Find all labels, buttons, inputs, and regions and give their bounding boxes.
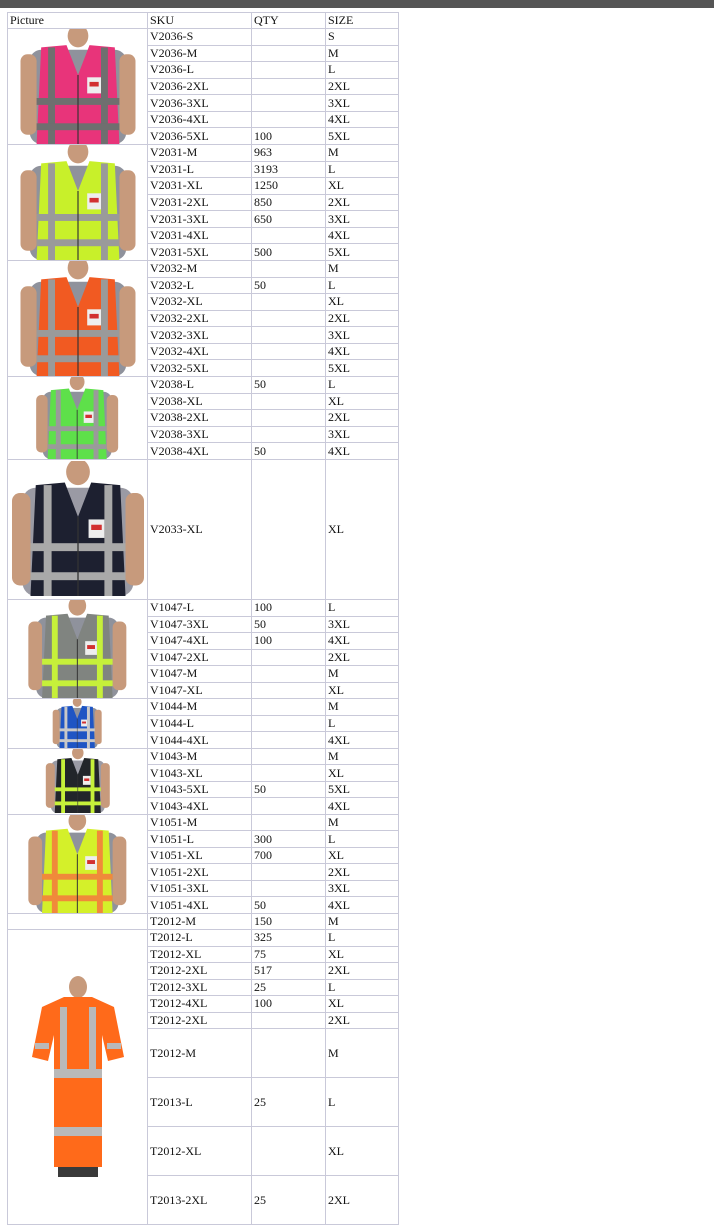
cell-sku: T2013-L: [148, 1078, 252, 1127]
cell-sku: V1047-M: [148, 666, 252, 683]
cell-qty: [252, 814, 326, 831]
product-picture-cell: [8, 699, 148, 749]
cell-qty: 50: [252, 443, 326, 460]
header-picture: Picture: [8, 13, 148, 29]
cell-sku: V2031-L: [148, 161, 252, 178]
cell-qty: [252, 78, 326, 95]
cell-sku: T2012-2XL: [148, 963, 252, 980]
cell-qty: [252, 880, 326, 897]
cell-qty: [252, 62, 326, 79]
cell-qty: 100: [252, 996, 326, 1013]
cell-qty: [252, 343, 326, 360]
cell-sku: T2013-2XL: [148, 1176, 252, 1225]
cell-qty: [252, 360, 326, 377]
inventory-table: [7, 12, 399, 1225]
cell-size: 4XL: [326, 111, 399, 128]
cell-size: 2XL: [326, 194, 399, 211]
cell-sku: V2031-4XL: [148, 227, 252, 244]
cell-sku: T2012-2XL: [148, 1012, 252, 1029]
cell-sku: V2036-5XL: [148, 128, 252, 145]
cell-size: M: [326, 814, 399, 831]
cell-size: M: [326, 145, 399, 162]
cell-qty: [252, 715, 326, 732]
cell-size: XL: [326, 460, 399, 600]
cell-sku: V1043-4XL: [148, 798, 252, 814]
cell-qty: [252, 649, 326, 666]
cell-size: XL: [326, 946, 399, 963]
cell-size: 5XL: [326, 128, 399, 145]
cell-qty: 150: [252, 913, 326, 929]
cell-size: L: [326, 600, 399, 617]
cell-qty: 50: [252, 781, 326, 797]
cell-size: 2XL: [326, 963, 399, 980]
header-qty: QTY: [252, 13, 326, 29]
cell-size: 2XL: [326, 410, 399, 427]
cell-size: L: [326, 930, 399, 947]
cell-size: 5XL: [326, 360, 399, 377]
cell-size: 2XL: [326, 1012, 399, 1029]
cell-size: 4XL: [326, 633, 399, 650]
cell-qty: 963: [252, 145, 326, 162]
product-picture-cell: [8, 460, 148, 600]
cell-sku: V2032-4XL: [148, 343, 252, 360]
cell-qty: [252, 666, 326, 683]
cell-sku: V2038-L: [148, 377, 252, 394]
cell-sku: V2036-M: [148, 45, 252, 62]
cell-qty: [252, 765, 326, 781]
cell-qty: [252, 261, 326, 278]
cell-qty: 3193: [252, 161, 326, 178]
cell-size: 2XL: [326, 1176, 399, 1225]
cell-qty: 500: [252, 244, 326, 261]
cell-qty: 50: [252, 616, 326, 633]
cell-size: 4XL: [326, 443, 399, 460]
table-row: [8, 814, 399, 831]
table-row: [8, 699, 399, 716]
cell-sku: V1051-4XL: [148, 897, 252, 914]
cell-sku: V2036-3XL: [148, 95, 252, 112]
header-row: [8, 13, 399, 29]
cell-size: 4XL: [326, 732, 399, 749]
table-row: [8, 145, 399, 162]
table-row: [8, 913, 399, 929]
cell-qty: 325: [252, 930, 326, 947]
cell-size: L: [326, 277, 399, 294]
cell-sku: V1044-M: [148, 699, 252, 716]
cell-qty: [252, 1127, 326, 1176]
cell-qty: 100: [252, 600, 326, 617]
cell-sku: V1043-XL: [148, 765, 252, 781]
product-picture-cell: [8, 814, 148, 913]
cell-size: L: [326, 1078, 399, 1127]
cell-size: 4XL: [326, 227, 399, 244]
cell-sku: V2036-S: [148, 29, 252, 46]
cell-qty: [252, 327, 326, 344]
cell-sku: T2012-M: [148, 1029, 252, 1078]
cell-size: 3XL: [326, 95, 399, 112]
window-top-bar: [0, 0, 714, 8]
cell-qty: 75: [252, 946, 326, 963]
cell-qty: 700: [252, 847, 326, 864]
cell-sku: V1047-2XL: [148, 649, 252, 666]
cell-qty: 50: [252, 277, 326, 294]
cell-qty: [252, 393, 326, 410]
cell-sku: V1047-3XL: [148, 616, 252, 633]
black-safety-vest-icon: [8, 461, 147, 599]
product-picture-cell: [8, 29, 148, 145]
table-row: [8, 377, 399, 394]
cell-size: 3XL: [326, 211, 399, 228]
cell-qty: 100: [252, 633, 326, 650]
table-row: [8, 749, 399, 765]
cell-sku: V2032-L: [148, 277, 252, 294]
black-lime-trim-vest-icon: [8, 749, 147, 813]
cell-size: XL: [326, 178, 399, 195]
cell-qty: 25: [252, 1078, 326, 1127]
cell-sku: V2036-L: [148, 62, 252, 79]
cell-qty: [252, 410, 326, 427]
cell-size: 3XL: [326, 426, 399, 443]
cell-sku: V1044-L: [148, 715, 252, 732]
cell-qty: [252, 460, 326, 600]
product-picture-cell: [8, 261, 148, 377]
cell-qty: [252, 1012, 326, 1029]
table-row: [8, 261, 399, 278]
cell-qty: [252, 294, 326, 311]
cell-sku: V2032-M: [148, 261, 252, 278]
cell-size: L: [326, 979, 399, 996]
cell-size: XL: [326, 682, 399, 699]
cell-sku: T2012-4XL: [148, 996, 252, 1013]
cell-qty: 517: [252, 963, 326, 980]
cell-size: L: [326, 62, 399, 79]
cell-size: L: [326, 715, 399, 732]
cell-sku: V2031-2XL: [148, 194, 252, 211]
table-row: [8, 930, 399, 947]
cell-sku: V1043-5XL: [148, 781, 252, 797]
cell-sku: T2012-M: [148, 913, 252, 929]
cell-sku: V1051-XL: [148, 847, 252, 864]
orange-safety-vest-icon: [8, 261, 147, 376]
cell-size: 2XL: [326, 864, 399, 881]
table-row: [8, 29, 399, 46]
table-row: [8, 600, 399, 617]
header-sku: SKU: [148, 13, 252, 29]
cell-qty: 25: [252, 979, 326, 996]
cell-qty: 850: [252, 194, 326, 211]
cell-size: XL: [326, 294, 399, 311]
cell-size: 5XL: [326, 244, 399, 261]
cell-sku: V2031-XL: [148, 178, 252, 195]
cell-sku: V2032-3XL: [148, 327, 252, 344]
cell-qty: 25: [252, 1176, 326, 1225]
cell-qty: 300: [252, 831, 326, 848]
cell-size: XL: [326, 847, 399, 864]
cell-qty: [252, 798, 326, 814]
cell-size: 3XL: [326, 880, 399, 897]
cell-sku: V2032-XL: [148, 294, 252, 311]
cell-sku: V2031-M: [148, 145, 252, 162]
cell-size: 4XL: [326, 798, 399, 814]
cell-size: L: [326, 831, 399, 848]
product-picture-cell: [8, 600, 148, 699]
cell-sku: V2038-2XL: [148, 410, 252, 427]
cell-size: M: [326, 666, 399, 683]
cell-qty: [252, 29, 326, 46]
cell-sku: V2031-5XL: [148, 244, 252, 261]
cell-sku: V1047-XL: [148, 682, 252, 699]
blue-safety-vest-icon: [8, 699, 147, 748]
pink-safety-vest-icon: [8, 29, 147, 144]
cell-sku: V1051-L: [148, 831, 252, 848]
product-picture-cell: [8, 145, 148, 261]
cell-sku: V2038-3XL: [148, 426, 252, 443]
cell-size: M: [326, 45, 399, 62]
cell-size: 3XL: [326, 327, 399, 344]
cell-sku: V2038-XL: [148, 393, 252, 410]
cell-sku: T2012-XL: [148, 946, 252, 963]
cell-sku: V1043-M: [148, 749, 252, 765]
lime-black-two-tone-vest-icon: [8, 815, 147, 913]
cell-size: S: [326, 29, 399, 46]
cell-sku: T2012-XL: [148, 1127, 252, 1176]
cell-size: XL: [326, 996, 399, 1013]
cell-sku: V2033-XL: [148, 460, 252, 600]
cell-qty: [252, 732, 326, 749]
orange-safety-tshirt-icon: [8, 946, 147, 1208]
lime-safety-vest-icon: [8, 145, 147, 260]
cell-qty: [252, 699, 326, 716]
cell-sku: V2036-2XL: [148, 78, 252, 95]
cell-sku: V1051-M: [148, 814, 252, 831]
cell-sku: V2038-4XL: [148, 443, 252, 460]
cell-sku: V1047-4XL: [148, 633, 252, 650]
cell-qty: [252, 95, 326, 112]
cell-qty: 50: [252, 377, 326, 394]
cell-sku: T2012-3XL: [148, 979, 252, 996]
cell-size: XL: [326, 393, 399, 410]
cell-sku: V1047-L: [148, 600, 252, 617]
cell-size: 2XL: [326, 649, 399, 666]
cell-qty: 1250: [252, 178, 326, 195]
cell-size: 5XL: [326, 781, 399, 797]
cell-qty: [252, 864, 326, 881]
cell-qty: [252, 426, 326, 443]
product-picture-cell: [8, 377, 148, 460]
cell-size: L: [326, 161, 399, 178]
cell-sku: V1051-3XL: [148, 880, 252, 897]
cell-size: M: [326, 913, 399, 929]
table-row: [8, 460, 399, 600]
cell-sku: V1051-2XL: [148, 864, 252, 881]
green-safety-vest-icon: [8, 377, 147, 459]
cell-sku: V2031-3XL: [148, 211, 252, 228]
cell-qty: [252, 45, 326, 62]
cell-size: 2XL: [326, 310, 399, 327]
cell-qty: [252, 749, 326, 765]
cell-sku: T2012-L: [148, 930, 252, 947]
cell-size: 2XL: [326, 78, 399, 95]
header-size: SIZE: [326, 13, 399, 29]
gray-safety-vest-icon: [8, 600, 147, 698]
product-picture-cell: [8, 930, 148, 1225]
cell-size: M: [326, 261, 399, 278]
cell-size: L: [326, 377, 399, 394]
cell-qty: [252, 682, 326, 699]
cell-size: M: [326, 749, 399, 765]
cell-sku: V1044-4XL: [148, 732, 252, 749]
product-picture-cell: [8, 749, 148, 815]
cell-size: XL: [326, 1127, 399, 1176]
cell-qty: [252, 227, 326, 244]
cell-qty: [252, 1029, 326, 1078]
cell-size: 4XL: [326, 343, 399, 360]
cell-qty: [252, 111, 326, 128]
cell-size: 4XL: [326, 897, 399, 914]
cell-qty: [252, 310, 326, 327]
cell-qty: 50: [252, 897, 326, 914]
cell-size: 3XL: [326, 616, 399, 633]
cell-size: M: [326, 1029, 399, 1078]
cell-sku: V2032-5XL: [148, 360, 252, 377]
cell-size: XL: [326, 765, 399, 781]
cell-sku: V2036-4XL: [148, 111, 252, 128]
cell-size: M: [326, 699, 399, 716]
cell-sku: V2032-2XL: [148, 310, 252, 327]
cell-qty: 100: [252, 128, 326, 145]
product-picture-cell: [8, 913, 148, 929]
cell-qty: 650: [252, 211, 326, 228]
